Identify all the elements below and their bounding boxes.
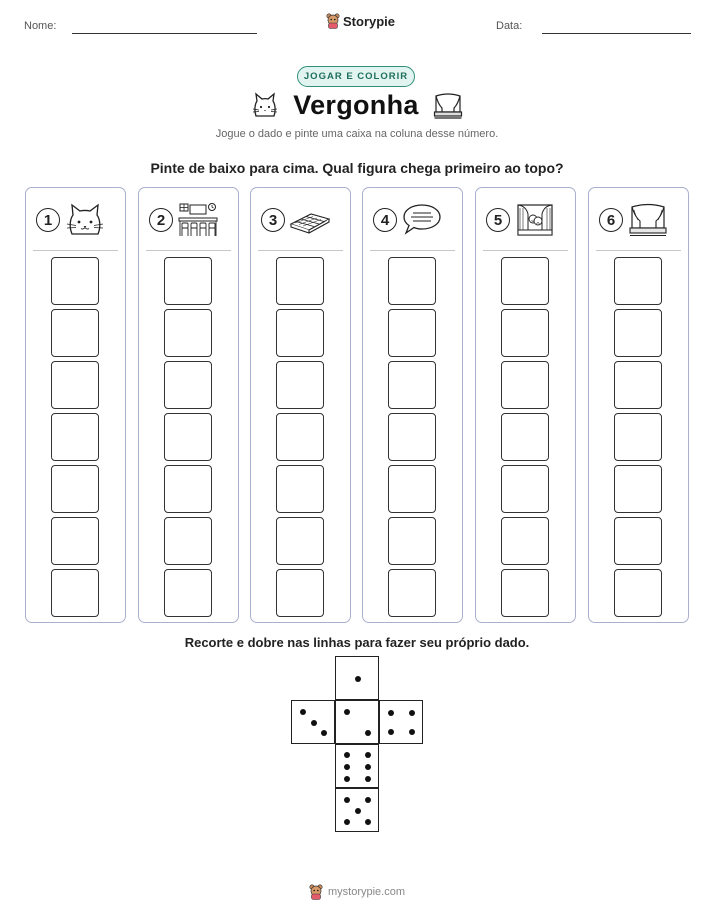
color-box-4-6[interactable]	[388, 309, 436, 357]
die-pip	[365, 764, 371, 770]
color-box-1-1[interactable]	[51, 569, 99, 617]
color-box-5-6[interactable]	[501, 309, 549, 357]
date-label: Data:	[496, 20, 523, 32]
color-box-3-7[interactable]	[276, 257, 324, 305]
column-number: 4	[373, 208, 397, 232]
color-box-5-2[interactable]	[501, 517, 549, 565]
color-box-5-3[interactable]	[501, 465, 549, 513]
color-box-3-6[interactable]	[276, 309, 324, 357]
color-box-1-7[interactable]	[51, 257, 99, 305]
column-number: 6	[599, 208, 623, 232]
die-pip	[365, 776, 371, 782]
stage-curtains-icon	[627, 202, 669, 238]
die-face-4	[379, 700, 423, 744]
instruction-bottom: Recorte e dobre nas linhas para fazer seu próprio dado.	[184, 635, 530, 650]
die-pip	[409, 710, 415, 716]
color-box-3-1[interactable]	[276, 569, 324, 617]
column-4	[362, 187, 463, 623]
die-face-1	[335, 656, 379, 700]
color-box-1-5[interactable]	[51, 361, 99, 409]
column-1	[25, 187, 126, 623]
color-box-3-5[interactable]	[276, 361, 324, 409]
die-pip	[365, 752, 371, 758]
color-box-3-2[interactable]	[276, 517, 324, 565]
color-box-4-2[interactable]	[388, 517, 436, 565]
die-pip	[321, 730, 327, 736]
die-pip	[355, 676, 361, 682]
color-box-6-4[interactable]	[614, 413, 662, 461]
name-line[interactable]	[72, 33, 257, 34]
die-pip	[344, 819, 350, 825]
die-pip	[388, 710, 394, 716]
instruction-top: Pinte de baixo para cima. Qual figura chega primeiro ao topo?	[150, 160, 564, 176]
color-box-1-3[interactable]	[51, 465, 99, 513]
color-box-2-5[interactable]	[164, 361, 212, 409]
cat-icon	[251, 92, 279, 120]
wooden-pallet-icon	[289, 202, 331, 238]
die-pip	[409, 729, 415, 735]
die-pip	[355, 808, 361, 814]
speech-bubble-icon	[401, 202, 443, 238]
brand-logo	[326, 13, 395, 29]
color-box-4-5[interactable]	[388, 361, 436, 409]
column-header	[486, 202, 566, 238]
color-box-2-2[interactable]	[164, 517, 212, 565]
color-box-3-3[interactable]	[276, 465, 324, 513]
die-face-3	[291, 700, 335, 744]
die-pip	[365, 797, 371, 803]
column-5	[475, 187, 576, 623]
title-row	[0, 90, 714, 121]
die-pip	[365, 730, 371, 736]
color-box-6-2[interactable]	[614, 517, 662, 565]
footer	[0, 884, 714, 900]
color-box-4-3[interactable]	[388, 465, 436, 513]
die-pip	[344, 797, 350, 803]
color-box-5-7[interactable]	[501, 257, 549, 305]
die-pip	[311, 720, 317, 726]
die-face-2	[335, 700, 379, 744]
footer-url[interactable]: mystorypie.com	[327, 886, 406, 898]
color-box-6-7[interactable]	[614, 257, 662, 305]
subtitle: Jogue o dado e pinte uma caixa na coluna desse número.	[215, 128, 499, 140]
column-header	[261, 202, 341, 238]
column-divider	[33, 250, 118, 251]
color-box-1-6[interactable]	[51, 309, 99, 357]
color-box-4-7[interactable]	[388, 257, 436, 305]
color-box-5-5[interactable]	[501, 361, 549, 409]
color-box-2-7[interactable]	[164, 257, 212, 305]
column-header	[599, 202, 679, 238]
color-box-2-4[interactable]	[164, 413, 212, 461]
color-box-1-4[interactable]	[51, 413, 99, 461]
color-box-3-4[interactable]	[276, 413, 324, 461]
die-pip	[365, 819, 371, 825]
die-pip	[344, 776, 350, 782]
color-box-6-3[interactable]	[614, 465, 662, 513]
column-number: 3	[261, 208, 285, 232]
die-pip	[344, 752, 350, 758]
column-header	[373, 202, 453, 238]
column-number: 1	[36, 208, 60, 232]
column-header	[36, 202, 116, 238]
column-divider	[596, 250, 681, 251]
brand-name: Storypie	[343, 13, 396, 29]
color-box-1-2[interactable]	[51, 517, 99, 565]
page-title: Vergonha	[293, 90, 419, 120]
color-box-2-6[interactable]	[164, 309, 212, 357]
color-box-6-5[interactable]	[614, 361, 662, 409]
theater-stage-icon	[433, 92, 463, 120]
color-box-6-1[interactable]	[614, 569, 662, 617]
color-box-6-6[interactable]	[614, 309, 662, 357]
column-divider	[370, 250, 455, 251]
color-box-2-1[interactable]	[164, 569, 212, 617]
cat-face-icon	[64, 202, 106, 238]
column-2	[138, 187, 239, 623]
color-box-4-4[interactable]	[388, 413, 436, 461]
die-pip	[388, 729, 394, 735]
die-pip	[300, 709, 306, 715]
theater-masks-icon	[514, 202, 556, 238]
column-header	[149, 202, 229, 238]
column-6	[588, 187, 689, 623]
bear-mascot-icon	[326, 13, 340, 29]
column-divider	[146, 250, 231, 251]
color-box-4-1[interactable]	[388, 569, 436, 617]
column-divider	[258, 250, 343, 251]
name-label: Nome:	[24, 20, 57, 32]
color-box-5-1[interactable]	[501, 569, 549, 617]
die-pip	[344, 764, 350, 770]
column-divider	[483, 250, 568, 251]
activity-badge: JOGAR E COLORIR	[297, 66, 415, 87]
classroom-icon	[177, 202, 219, 238]
column-3	[250, 187, 351, 623]
bear-mascot-icon	[309, 884, 323, 900]
die-pip	[344, 709, 350, 715]
color-box-2-3[interactable]	[164, 465, 212, 513]
die-face-6	[335, 744, 379, 788]
color-box-5-4[interactable]	[501, 413, 549, 461]
column-number: 5	[486, 208, 510, 232]
column-number: 2	[149, 208, 173, 232]
die-face-5	[335, 788, 379, 832]
date-line[interactable]	[542, 33, 691, 34]
